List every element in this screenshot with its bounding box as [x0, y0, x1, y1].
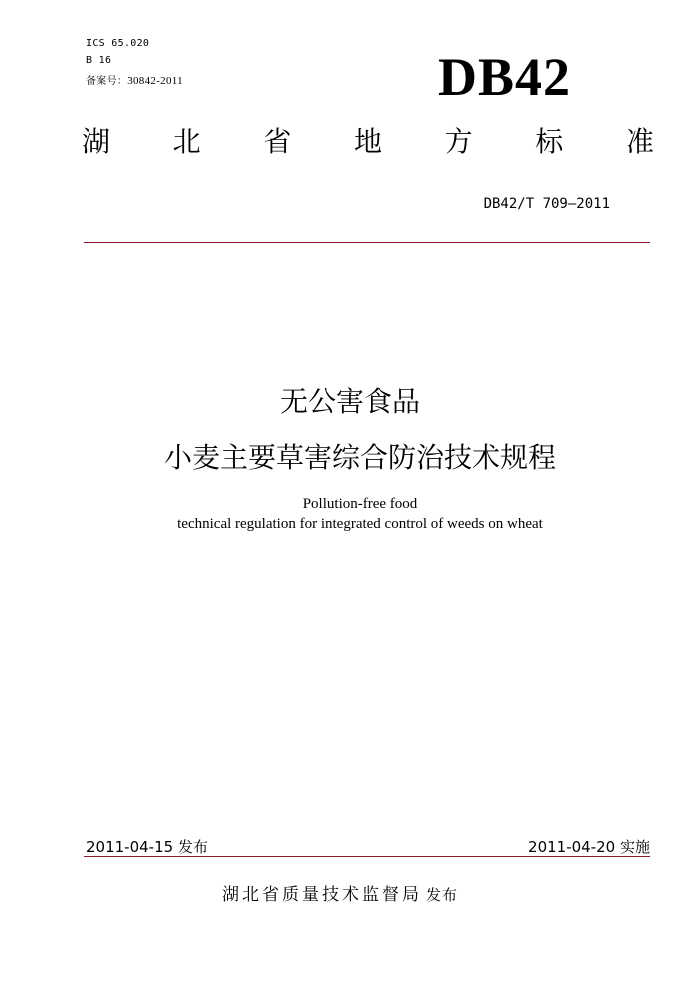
- document-title-en-line1: Pollution-free food: [302, 496, 418, 512]
- standard-title-char: 省: [263, 125, 292, 158]
- ics-code: ICS 65.020: [86, 38, 150, 49]
- document-title-en-line2: technical regulation for integrated control of weeds on wheat: [177, 516, 543, 532]
- standard-title-char: 地: [353, 125, 382, 158]
- standard-title-char: 准: [625, 125, 654, 158]
- publisher: [222, 880, 458, 905]
- issue-date: 2011-04-15 发布: [86, 838, 208, 856]
- publisher-name: 湖北省质量技术监督局: [222, 885, 422, 905]
- filing-record: [86, 72, 183, 87]
- document-title-cn-line1: 无公害食品: [279, 385, 420, 418]
- filing-label: 备案号：: [86, 76, 128, 87]
- header-divider: [84, 242, 650, 243]
- standard-title-char: 标: [535, 125, 564, 158]
- standard-title-char: 方: [444, 125, 473, 158]
- standard-title: [82, 125, 654, 158]
- classification-code: B 16: [86, 55, 112, 66]
- db-logo: DB42: [438, 47, 572, 107]
- footer-divider: [84, 856, 650, 857]
- document-title-cn-line2: 小麦主要草害综合防治技术规程: [163, 441, 556, 474]
- implement-date: 2011-04-20 实施: [528, 838, 650, 856]
- standard-title-char: 北: [172, 125, 201, 158]
- filing-number: 30842-2011: [127, 75, 183, 87]
- publisher-suffix: 发布: [426, 886, 459, 904]
- standard-title-char: 湖: [82, 125, 111, 158]
- standard-number: DB42/T 709—2011: [483, 196, 610, 212]
